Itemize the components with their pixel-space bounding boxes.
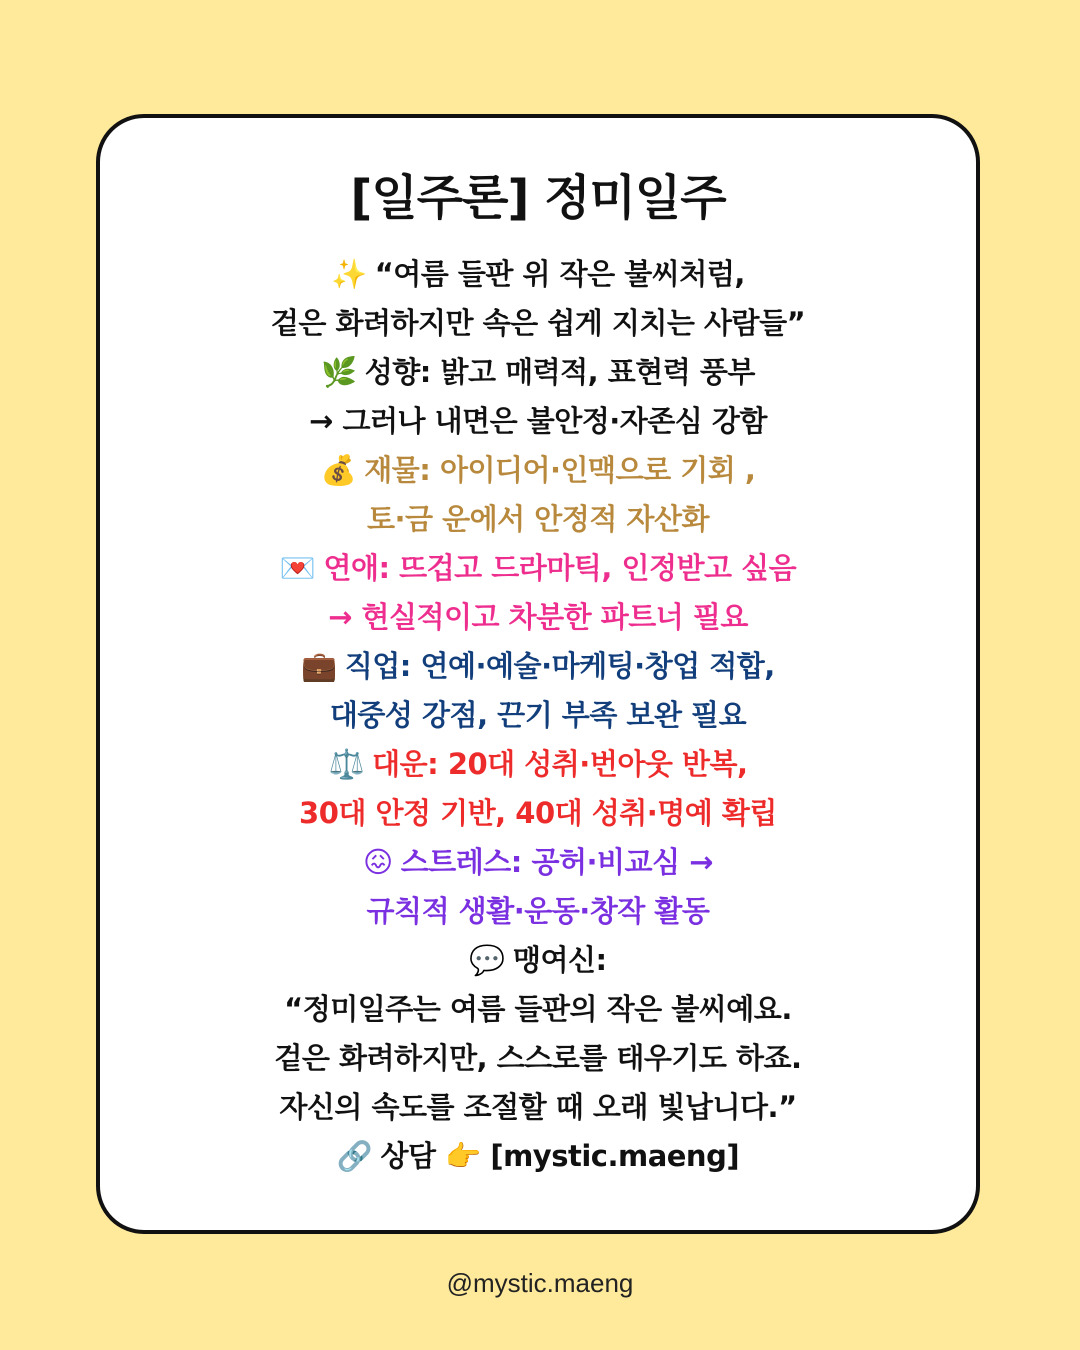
line-message-2 xyxy=(120,1034,956,1083)
line-text: “여름 들판 위 작은 불씨처럼, xyxy=(374,257,745,291)
herb-icon: 🌿 xyxy=(321,355,357,389)
line-personality-2 xyxy=(120,397,956,446)
content-card xyxy=(96,114,980,1234)
consult-link[interactable]: 상담 👉 [mystic.maeng] xyxy=(380,1139,740,1173)
line-text: 30대 안정 기반, 40대 성취·명예 확립 xyxy=(299,796,777,830)
line-personality xyxy=(120,348,956,397)
line-text: 겉은 화려하지만 속은 쉽게 지치는 사람들” xyxy=(270,306,806,340)
line-wealth-2 xyxy=(120,495,956,544)
line-message-1 xyxy=(120,985,956,1034)
line-text: 스트레스: 공허·비교심 → xyxy=(400,845,713,879)
line-text: 연애: 뜨겁고 드라마틱, 인정받고 싶음 xyxy=(323,551,797,585)
balance-scale-icon: ⚖️ xyxy=(328,747,365,781)
line-text: 재물: 아이디어·인맥으로 기회 , xyxy=(364,453,756,487)
line-love xyxy=(120,544,956,593)
line-stress-2 xyxy=(120,887,956,936)
line-love-2 xyxy=(120,593,956,642)
line-speaker xyxy=(120,936,956,985)
speech-bubble-icon: 💬 xyxy=(469,943,505,977)
love-letter-icon: 💌 xyxy=(279,551,316,585)
line-wealth xyxy=(120,446,956,495)
line-quote-1 xyxy=(120,250,956,299)
line-text: 대중성 강점, 끈기 부족 보완 필요 xyxy=(329,698,747,732)
line-fortune xyxy=(120,740,956,789)
body-text xyxy=(120,250,956,1181)
sparkles-icon: ✨ xyxy=(331,257,367,291)
money-bag-icon: 💰 xyxy=(320,453,357,487)
line-text: 맹여신: xyxy=(512,943,607,977)
line-text: 자신의 속도를 조절할 때 오래 빛납니다.” xyxy=(279,1090,797,1124)
line-fortune-2 xyxy=(120,789,956,838)
line-text: 겉은 화려하지만, 스스로를 태우기도 하죠. xyxy=(274,1041,802,1075)
link-icon: 🔗 xyxy=(336,1139,373,1173)
line-text: 성향: 밝고 매력적, 표현력 풍부 xyxy=(364,355,755,389)
confounded-face-icon: 😖 xyxy=(363,845,393,879)
line-text: 토·금 운에서 안정적 자산화 xyxy=(367,502,709,536)
line-stress xyxy=(120,838,956,887)
line-text: “정미일주는 여름 들판의 작은 불씨예요. xyxy=(284,992,792,1026)
line-text: 규칙적 생활·운동·창작 활동 xyxy=(366,894,710,928)
line-text: 대운: 20대 성취·번아웃 반복, xyxy=(372,747,748,781)
line-consult[interactable] xyxy=(120,1132,956,1181)
line-text: → 그러나 내면은 불안정·자존심 강함 xyxy=(309,404,767,438)
line-text: 직업: 연예·예술·마케팅·창업 적합, xyxy=(344,649,775,683)
line-text: → 현실적이고 차분한 파트너 필요 xyxy=(328,600,748,634)
line-career xyxy=(120,642,956,691)
line-message-3 xyxy=(120,1083,956,1132)
account-handle: @mystic.maeng xyxy=(446,1268,634,1298)
briefcase-icon: 💼 xyxy=(301,649,337,683)
line-quote-2 xyxy=(120,299,956,348)
line-career-2 xyxy=(120,691,956,740)
page-title: [일주론] 정미일주 xyxy=(350,170,726,226)
